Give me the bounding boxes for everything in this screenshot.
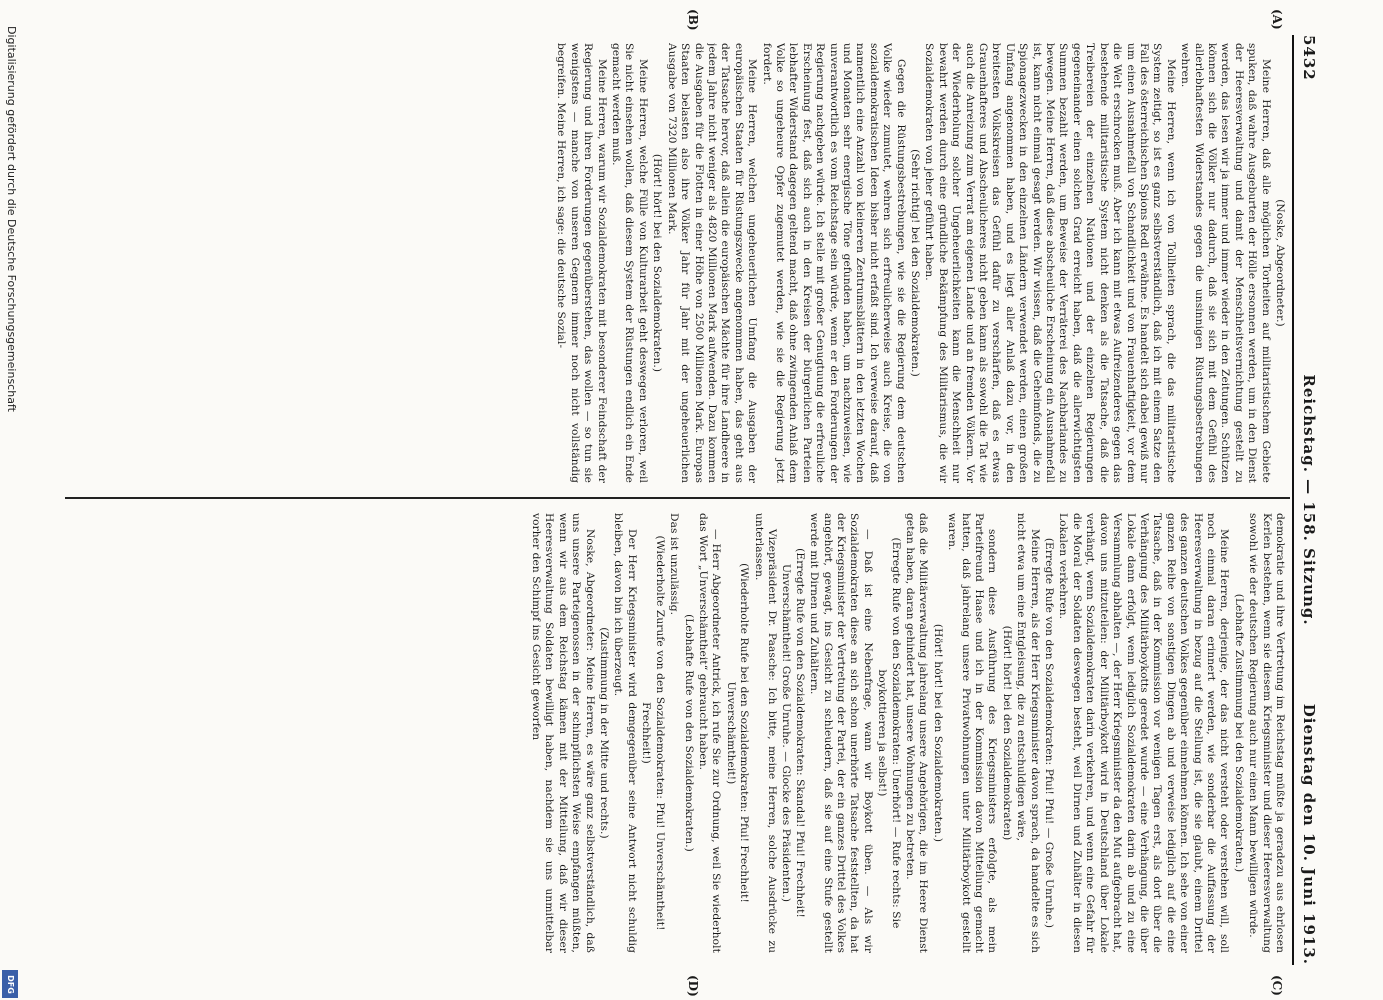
interjection: (Sehr richtig! bei den Sozialdemokraten.) bbox=[909, 149, 922, 377]
interjection: (Erregte Rufe von den Sozialdemokraten: Skandal! Pfui! Frechheit! Unverschämtheit! Große Unruhe. — Glocke des Präsidenten.) bbox=[780, 548, 806, 918]
interjection: (Hört! hört! bei den Sozialdemokraten.) bbox=[651, 153, 664, 373]
paragraph: demokratie und ihre Vertretung im Reichstag müßte ja geradezu aus ehrlosen Kerlen bestehen, wenn sie diesem Kriegsminister und dieser Heeresverwaltung sowohl wie der deutschen Regierung auch nur einen Mann bewilligen würde. bbox=[1247, 513, 1286, 953]
interjection: (Erregte Rufe von den Sozialdemokraten: Unerhört! — Rufe rechts: Sie boykottieren ja selbst!) bbox=[876, 537, 902, 929]
interjection: (Zustimmung in der Mitte und rechts.) bbox=[598, 627, 611, 839]
paragraph: Meine Herren, warum wir Sozialdemokraten mit besonderer Feindschaft der Regierung und ihren Forderungen gegenüberstehen, das wollen — so tun sie wenigstens — manche von unseren Gegnern immer noch nicht vollständig begreifen. Meine Herren, ich sage: die deutsche Sozial- bbox=[555, 43, 608, 483]
paragraph: Gegen die Rüstungsbestrebungen, wie sie die Regierung dem deutschen Volke wieder zumutet, wehren sich erfreulicherweise auch Kreise, die von sozialdemokratischen Ideen bisher nicht erfaßt sind. Ich verweise darauf, daß namentlich eine Anzahl von kleineren Zentrumsblättern in den letzten Wochen und Monaten sehr energische Töne gefunden haben, um nachzuweisen, wie unverantwortlich es vom Reichstage sein würde, wenn er den Forderungen der Regierung nachgeben würde. Ich stelle mit großer Genugtuung die erfreuliche Erscheinung fest, daß sich auch in den Kreisen der bürgerlichen Parteien lebhafter Widerstand dagegen geltend macht, daß ohne zwingenden Anlaß dem Volke so ungeheure Opfer zugemutet werden, wie sie die Regierung jetzt fordert. bbox=[760, 43, 907, 483]
page-title: Reichstag. — 158. Sitzung. bbox=[1300, 374, 1318, 626]
interjection: (Hört! hört! bei den Sozialdemokraten.) bbox=[931, 623, 944, 843]
column-separator bbox=[65, 497, 1290, 499]
interjection: (Erregte Rufe von den Sozialdemokraten: Pfui! Pfui! — Große Unruhe.) bbox=[1043, 537, 1056, 929]
paragraph: Meine Herren, als der Herr Kriegsminister davon sprach, da handelte es sich nicht etwa um eine Entgleisung, die zu entschuldigen wäre, bbox=[1015, 513, 1041, 953]
margin-marker-a: (A) bbox=[1270, 9, 1284, 30]
paragraph: Der Herr Kriegsminister wird demgegenüber seine Antwort nicht schuldig bleiben, davon bin ich überzeugt. bbox=[612, 513, 638, 953]
left-column bbox=[66, 43, 1286, 483]
paragraph: Noske, Abgeordneter: Meine Herren, es wäre ganz selbstverständlich, daß uns unsere Parteigenossen in der schimpflichsten Weise empfangen müßten, wenn wir aus dem Reichstag kämen mit der Mitteilung, daß wir dieser Heeresverwaltung Soldaten bewilligt haben, nachdem sie uns unmittelbar vorher den Schimpf ins Gesicht geworfen bbox=[530, 513, 596, 953]
paragraph: Vizepräsident Dr. Paasche: Ich bitte, meine Herren, solche Ausdrücke zu unterlassen. bbox=[752, 513, 778, 953]
margin-marker-b: (B) bbox=[686, 9, 700, 31]
margin-marker-d: (D) bbox=[686, 975, 700, 997]
margin-marker-c: (C) bbox=[1270, 975, 1284, 996]
dfg-logo-text: DFG bbox=[5, 974, 15, 994]
session-date: Dienstag den 10. Juni 1913. bbox=[1300, 703, 1318, 965]
interjection: (Wiederholte Rufe bei den Sozialdemokraten: Pfui! Frechheit! Unverschämtheit!) bbox=[724, 563, 751, 903]
paragraph: — Herr Abgeordneter Antrick, ich rufe Sie zur Ordnung, weil Sie wiederholt das Wort „Unverschämtheit“ gebraucht haben. bbox=[696, 513, 723, 953]
paragraph: Das ist unzulässig. bbox=[668, 513, 681, 616]
paragraph: Meine Herren, welche Fülle von Kulturarbeit geht deswegen verloren, weil Sie nicht einsehen wollen, daß diesem System der Rüstungen endlich ein Ende gemacht werden muß. bbox=[610, 43, 649, 483]
header-rule bbox=[1292, 35, 1294, 965]
paragraph: — Daß ist eine Nebenfrage, wann wir Boykott üben. — Als wir Sozialdemokraten diese an sich schon unerhörte Tatsache feststellten, da hat der Kriegsminister der Vertretung der Partei, der ein ganzes Drittel des Volkes angehört, gewagt, ins Gesicht zu schleudern, daß sie auf eine Stufe gestellt werde mit Dirnen und Zuhältern. bbox=[808, 513, 874, 953]
digitization-footer bbox=[2, 20, 20, 1000]
paragraph: Meine Herren, daß alle möglichen Torheiten auf militaristischem Gebiete spuken, daß wahre Ausgeburten der Hölle ersonnen werden, um in den Dienst der Heeresverwaltung und damit der Menschheitsvernichtung gestellt zu werden, das lesen wir ja immer und immer wieder in den Zeitungen. Schützen können sich die Völker nur dadurch, daß sie sich mit dem Gefühl des allerlebhaftesten Widerstandes gegen die unsinnigen Rüstungsbestrebungen wehren. bbox=[1179, 43, 1272, 483]
digitization-credit: Digitalisierung gefördert durch die Deutsche Forschungsgemeinschaft bbox=[5, 26, 18, 412]
right-column bbox=[66, 513, 1286, 953]
paragraph: Meine Herren, welchen ungeheuerlichen Umfang die Ausgaben der europäischen Staaten für Rüstungszwecke angenommen haben, das geht aus der Tatsache hervor, daß allein die europäischen Mächte für ihre Landheere in jedem Jahre nicht weniger als 4820 Millionen Mark aufwenden. Dazu kommen die Ausgaben für die Flotten in einer Höhe von 2500 Millionen Mark. Europas Staaten belasten also ihre Völker Jahr für Jahr mit der ungeheuerlichen Ausgabe von 7320 Millionen Mark. bbox=[665, 43, 759, 483]
rotated-page-content bbox=[50, 9, 1320, 997]
interjection: (Lebhafte Rufe von den Sozialdemokraten.) bbox=[682, 614, 695, 852]
page-number: 5432 bbox=[1300, 35, 1318, 81]
interjection: (Lebhafte Zustimmung bei den Sozialdemokraten.) bbox=[1232, 593, 1245, 873]
paragraph: Meine Herren, derjenige, der das nicht versteht oder verstehen will, soll noch einmal daran erinnert werden, wie sonderbar die Auffassung der Heeresverwaltung in bezug auf die Stellung ist, die sie glaubt, einem Drittel des ganzen deutschen Volkes gegenüber einnehmen können. Ich sehe von einer ganzen Reihe von sonstigen Dingen ab und verweise lediglich auf die eine Tatsache, daß in der Kommission vor wenigen Tagen erst, als dort über die Verhängung des Militärboykotts geredet wurde — eine Verhängung, die über Lokale dann erfolgt, wenn lediglich Sozialdemokraten darin ab und zu eine Versammlung abhalten —, der Herr Kriegsminister da den Mut aufgebracht hat, davon uns mitzuteilen: der Militärboykott wird in Deutschland über Lokale verhängt, wenn Sozialdemokraten darin verkehren, und wenn eine Gefahr für die Moral der Soldaten deswegen besteht, weil Dirnen und Zuhälter in diesen Lokalen verkehren. bbox=[1057, 513, 1231, 953]
paragraph: (Noske, Abgeordneter.) bbox=[1274, 199, 1286, 327]
paragraph: daß die Militärverwaltung jahrelang unsere Angehörigen, die im Heere Dienst getan haben, daran gehindert hat, unsere Wohnungen zu betreten. bbox=[904, 513, 930, 953]
interjection: (Hört! hört! bei den Sozialdemokraten) bbox=[1000, 625, 1013, 841]
interjection: (Wiederholte Zurufe von den Sozialdemokraten: Pfui! Unverschämtheit! Frechheit!) bbox=[640, 535, 666, 931]
paragraph: Meine Herren, wenn ich von Tollheiten sprach, die das militaristische System zeitigt, so ist es ganz selbstverständlich, daß ich mit einem Satze den Fall des österreichischen Spions Redl erwähne. Es handelt sich dabei gewiß nur um einen Ausnahmefall von Schandlichkeit und von Frauenhaftigkeit, vor dem die Welt erschrocken muß. Aber ich kann mit etwas Aufreizenderes gegen das bestehende militaristische System nicht denken als die Tatsache, daß die Treibereien der einzelnen Nationen und der einzelnen Regierungen gegeneinander einen solchen Grad erreicht haben, daß die allerwichtigsten Summen bezahlt werden, um Beweise der Verräterei des Nachbarlandes zu bewegen. Meine Herren, daß diese abscheuliche Erscheinung ein Ausnahmefall ist, kann nicht einmal gesagt werden. Wir wissen, daß die Geheimfonds, die zu Spionagezwecken in den einzelnen Ländern verwendet werden, einen großen Umfang angenommen haben, und es liegt aller Anlaß dazu vor, in den breitesten Volkskreisen das Gefühl dafür zu verschärfen, daß es etwas Grauenhafteres und Abscheulicheres nicht geben kann als sowohl die Tat wie auch die Anreizung zum Verrat am eigenen Lande und an fremden Völkern. Vor der Wiederholung solcher Ungeheuerlichkeiten kann die Menschheit nur bewahrt werden durch eine gründliche Bekämpfung des Militarismus, die wir Sozialdemokraten von jeher geführt haben. bbox=[923, 43, 1177, 483]
page-header bbox=[1296, 35, 1320, 965]
paragraph: sondern diese Ausführung des Kriegsministers erfolgte, als mein Parteifreund Haase und ich in der Kommission davon Mitteilung gemacht hatten, daß jahrelang unsere Privatwohnungen unter Militärboykott gestellt waren. bbox=[946, 513, 999, 953]
dfg-logo-icon bbox=[2, 970, 18, 998]
